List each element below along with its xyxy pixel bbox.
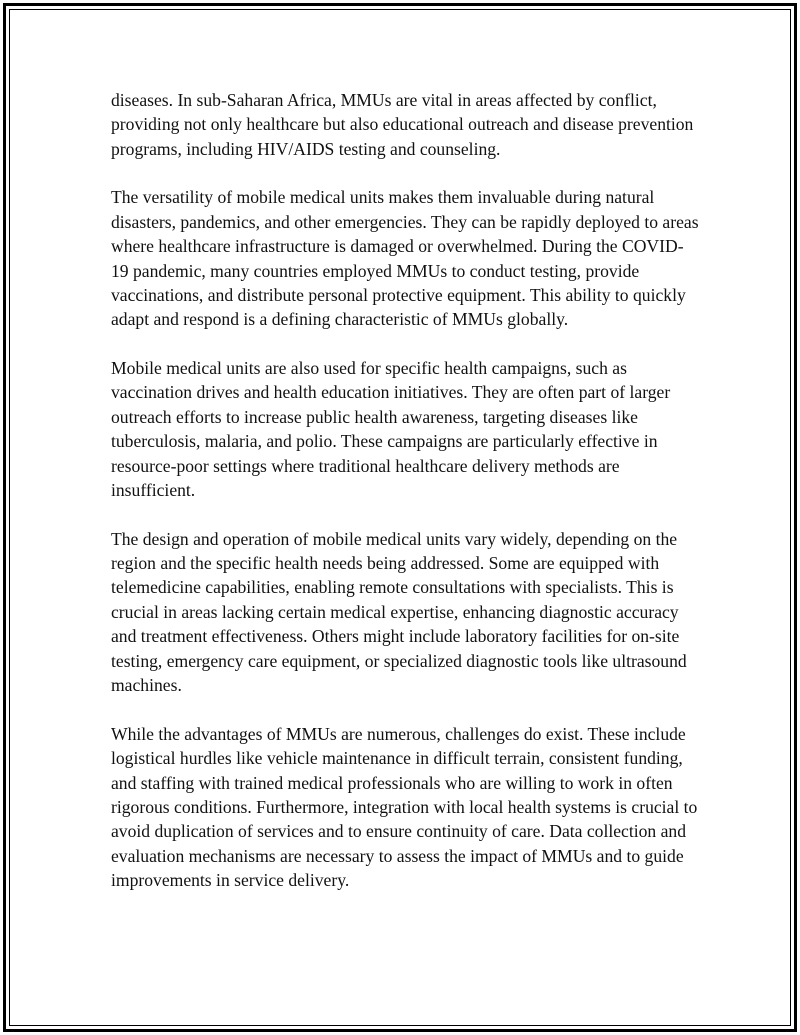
- paragraph-5: While the advantages of MMUs are numerous, challenges do exist. These include logistical hurdles like vehicle maintenance in difficult terrain, consistent funding, and staffing with trained medical professionals who are willing to work in often rigorous conditions. Furthermore, integration with local health systems is crucial to avoid duplication of services and to ensure continuity of care. Data collection and evaluation mechanisms are necessary to assess the impact of MMUs and to guide improvements in service delivery.: [111, 723, 698, 891]
- document-body: [111, 88, 701, 917]
- paragraph-1: diseases. In sub-Saharan Africa, MMUs are vital in areas affected by conflict, providing not only healthcare but also educational outreach and disease prevention programs, including HIV/AIDS testing and counseling.: [111, 90, 694, 159]
- paragraph-2: The versatility of mobile medical units makes them invaluable during natural disasters, pandemics, and other emergencies. They can be rapidly deployed to areas where healthcare infrastructure is damaged or overwhelmed. During the COVID-19 pandemic, many countries employed MMUs to conduct testing, provide vaccinations, and distribute personal protective equipment. This ability to quickly adapt and respond is a defining characteristic of MMUs globally.: [111, 187, 699, 330]
- paragraph-3: Mobile medical units are also used for specific health campaigns, such as vaccination drives and health education initiatives. They are often part of larger outreach efforts to increase public health awareness, targeting diseases like tuberculosis, malaria, and polio. These campaigns are particularly effective in resource-poor settings where traditional healthcare delivery methods are insufficient.: [111, 358, 671, 501]
- paragraph-4: The design and operation of mobile medical units vary widely, depending on the region and the specific health needs being addressed. Some are equipped with telemedicine capabilities, enabling remote consultations with specialists. This is crucial in areas lacking certain medical expertise, enhancing diagnostic accuracy and treatment effectiveness. Others might include laboratory facilities for on-site testing, emergency care equipment, or specialized diagnostic tools like ultrasound machines.: [111, 528, 687, 696]
